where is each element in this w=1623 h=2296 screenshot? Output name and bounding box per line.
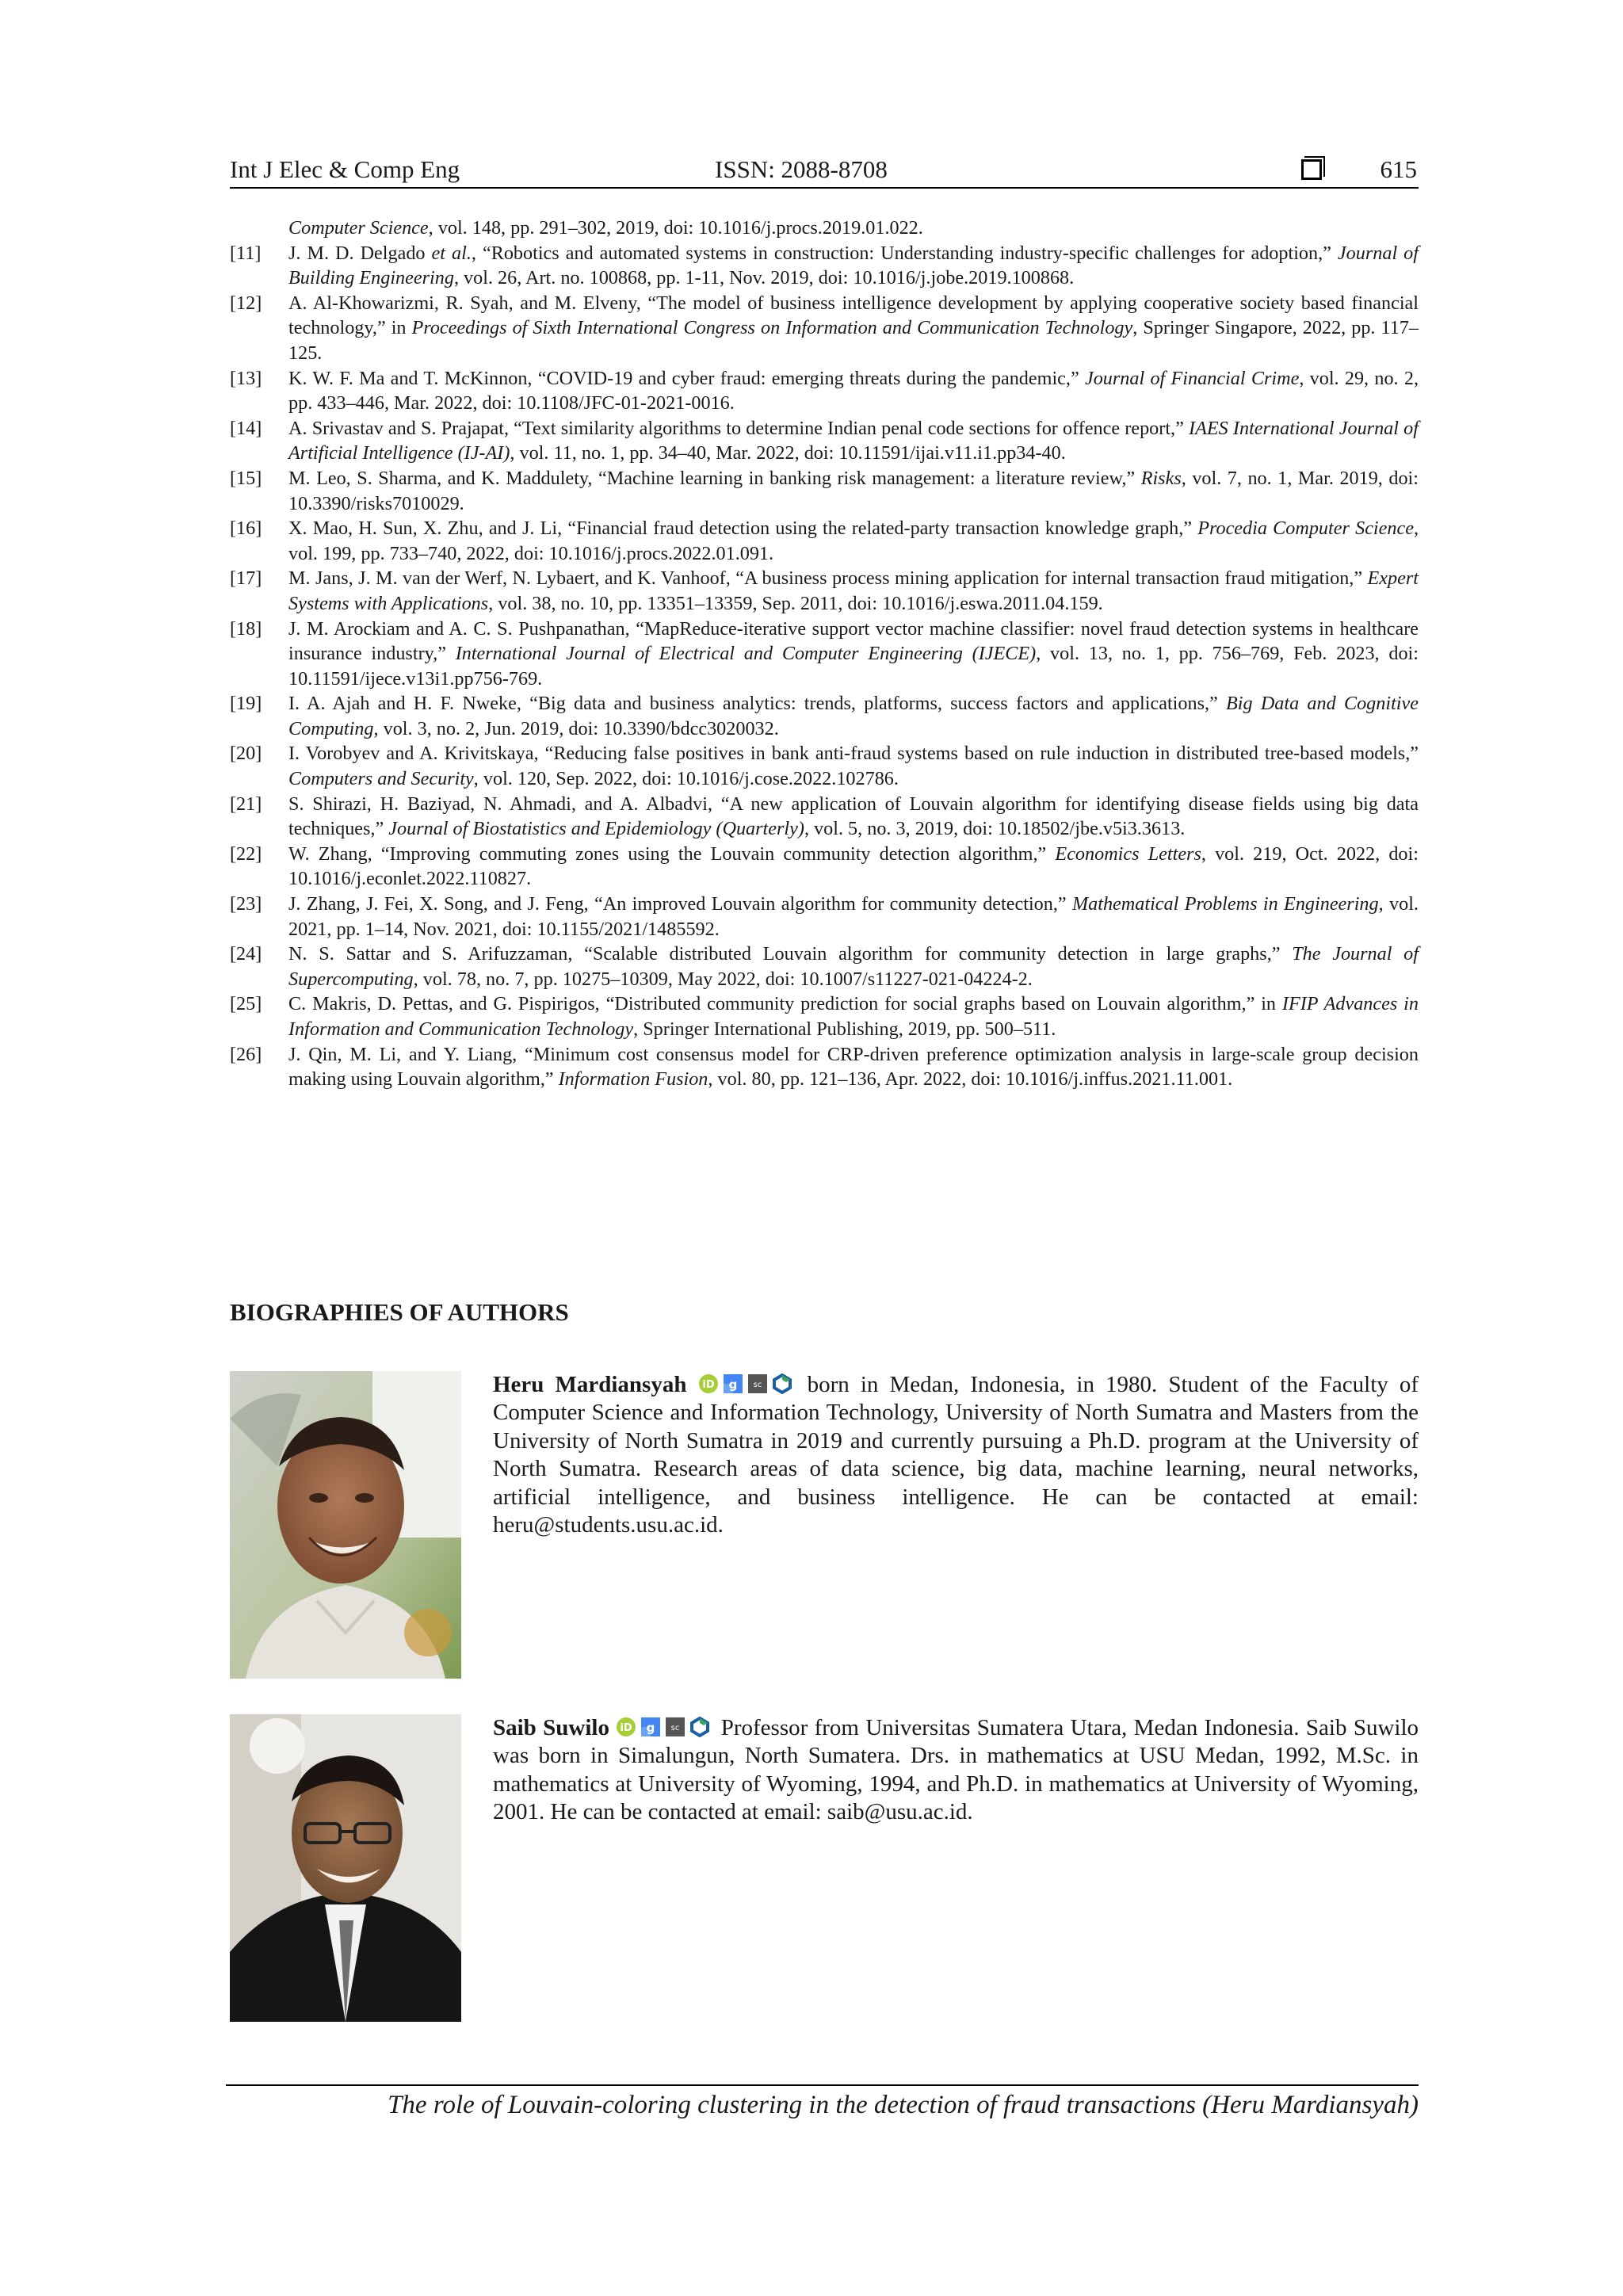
biographies-heading: BIOGRAPHIES OF AUTHORS <box>230 1298 569 1326</box>
reference-item <box>230 942 1419 991</box>
reference-text: W. Zhang, “Improving commuting zones using the Louvain community detection algorithm,” Economics Letters, vol. 219, Oct. 2022, doi: 10.1016/j.econlet.2022.110827. <box>288 842 1419 890</box>
svg-text:iD: iD <box>620 1722 632 1734</box>
publons-icon[interactable] <box>689 1717 710 1737</box>
reference-number: [17] <box>230 567 262 590</box>
google-scholar-icon[interactable] <box>723 1373 743 1394</box>
reference-item <box>230 792 1419 842</box>
reference-item <box>230 691 1419 741</box>
reference-item <box>230 241 1419 291</box>
author-bio-text <box>493 1371 1419 1539</box>
svg-text:sc: sc <box>753 1381 762 1389</box>
page-header <box>230 152 1419 189</box>
reference-text: J. M. D. Delgado et al., “Robotics and automated systems in construction: Understanding industry-specific challenges for adoption,” Journal of Building Engineering, vol. 26, Art. no. 100868, pp. 1-11, Nov. 2019, doi: 10.1016/j.jobe.2019.100868. <box>288 242 1419 289</box>
reference-item <box>230 216 1419 241</box>
reference-number: [19] <box>230 693 262 715</box>
journal-name: Int J Elec & Comp Eng <box>230 155 460 183</box>
reference-number: [26] <box>230 1043 262 1065</box>
reference-text: I. A. Ajah and H. F. Nweke, “Big data and business analytics: trends, platforms, success factors and applications,” Big Data and Cognitive Computing, vol. 3, no. 2, Jun. 2019, doi: 10.3390/bdcc3020032. <box>288 693 1419 739</box>
page-footer <box>226 2084 1419 2120</box>
reference-text: M. Leo, S. Sharma, and K. Maddulety, “Machine learning in banking risk management: a literature review,” Risks, vol. 7, no. 1, Mar. 2019, doi: 10.3390/risks7010029. <box>288 467 1419 514</box>
orcid-icon[interactable] <box>698 1373 719 1394</box>
reference-number: [20] <box>230 743 262 765</box>
reference-number: [13] <box>230 367 262 389</box>
footer-title: The role of Louvain-coloring clustering in the detection of fraud transactions (Heru Mardiansyah) <box>388 2091 1419 2119</box>
svg-text:iD: iD <box>701 1379 715 1391</box>
reference-text: N. S. Sattar and S. Arifuzzaman, “Scalable distributed Louvain algorithm for community detection in large graphs,” The Journal of Supercomputing, vol. 78, no. 7, pp. 10275–10309, May 2022, doi: 10.1007/s11227-021-04224-2. <box>288 943 1419 990</box>
reference-item <box>230 416 1419 466</box>
reference-text: I. Vorobyev and A. Krivitskaya, “Reducing false positives in bank anti-fraud systems based on rule induction in distributed tree-based models,” Computers and Security, vol. 120, Sep. 2022, doi: 10.1016/j.cose.2022.102786. <box>288 743 1419 790</box>
reference-text: J. Qin, M. Li, and Y. Liang, “Minimum cost consensus model for CRP-driven preference optimization analysis in large-scale group decision making using Louvain algorithm,” Information Fusion, vol. 80, pp. 121–136, Apr. 2022, doi: 10.1016/j.inffus.2021.11.001. <box>288 1043 1419 1091</box>
reference-text: Computer Science, vol. 148, pp. 291–302, 2019, doi: 10.1016/j.procs.2019.01.022. <box>288 217 923 239</box>
reference-item <box>230 366 1419 416</box>
reference-item <box>230 617 1419 692</box>
reference-number: [11] <box>230 242 262 264</box>
author-photo-heru <box>230 1371 461 1679</box>
reference-item <box>230 566 1419 616</box>
reference-item <box>230 892 1419 942</box>
reference-number: [23] <box>230 893 262 915</box>
issn: ISSN: 2088-8708 <box>715 155 888 183</box>
reference-number: [21] <box>230 793 262 815</box>
reference-text: S. Shirazi, H. Baziyad, N. Ahmadi, and A. Albadvi, “A new application of Louvain algorithm for identifying disease fields using big data techniques,” Journal of Biostatistics and Epidemiology (Quarterly), vol. 5, no. 3, 2019, doi: 10.18502/jbe.v5i3.3613. <box>288 793 1419 840</box>
author-name: Heru Mardiansyah <box>493 1372 687 1397</box>
page-number: 615 <box>1380 155 1417 183</box>
author-name: Saib Suwilo <box>493 1715 609 1740</box>
author-description: Professor from Universitas Sumatera Utara, Medan Indonesia. Saib Suwilo was born in Simalungun, North Sumatera. Drs. in mathematics at USU Medan, 1992, M.Sc. in mathematics at University of Wyoming, 1994, and Ph.D. in mathematics at University of Wyoming, 2001. He can be contacted at email: saib@usu.ac.id. <box>493 1715 1419 1825</box>
reference-number: [24] <box>230 943 262 965</box>
reference-text: J. M. Arockiam and A. C. S. Pushpanathan, “MapReduce-iterative support vector machine classifier: novel fraud detection systems in healthcare insurance industry,” International Journal of Electrical and Computer Engineering (IJECE), vol. 13, no. 1, pp. 756–769, Feb. 2023, doi: 10.11591/ijece.v13i1.pp756-769. <box>288 617 1419 690</box>
reference-number: [25] <box>230 993 262 1015</box>
reference-item <box>230 291 1419 366</box>
square-icon <box>1301 159 1322 180</box>
svg-text:g: g <box>646 1721 655 1735</box>
publons-icon[interactable] <box>772 1373 792 1394</box>
reference-number: [15] <box>230 467 262 489</box>
reference-item <box>230 842 1419 892</box>
google-scholar-icon[interactable] <box>640 1717 661 1737</box>
svg-text:g: g <box>728 1377 737 1392</box>
reference-text: J. Zhang, J. Fei, X. Song, and J. Feng, “An improved Louvain algorithm for community detection,” Mathematical Problems in Engineering, vol. 2021, pp. 1–14, Nov. 2021, doi: 10.1155/2021/1485592. <box>288 893 1419 940</box>
reference-item <box>230 991 1419 1041</box>
reference-text: M. Jans, J. M. van der Werf, N. Lybaert, and K. Vanhoof, “A business process mining application for internal transaction fraud mitigation,” Expert Systems with Applications, vol. 38, no. 10, pp. 13351–13359, Sep. 2011, doi: 10.1016/j.eswa.2011.04.159. <box>288 567 1419 614</box>
reference-text: A. Al-Khowarizmi, R. Syah, and M. Elveny, “The model of business intelligence development by applying cooperative society based financial technology,” in Proceedings of Sixth International Congress on Information and Communication Technology, Springer Singapore, 2022, pp. 117–125. <box>288 292 1419 364</box>
reference-number: [14] <box>230 417 262 439</box>
author-photo-saib <box>230 1714 461 2022</box>
author-description: born in Medan, Indonesia, in 1980. Student of the Faculty of Computer Science and Information Technology, University of North Sumatra and Masters from the University of North Sumatra in 2019 and currently pursuing a Ph.D. program at the University of North Sumatra. Research areas of data science, big data, machine learning, neural networks, artificial intelligence, and business intelligence. He can be contacted at email: heru@students.usu.ac.id. <box>493 1372 1419 1538</box>
reference-number: [12] <box>230 292 262 314</box>
reference-number: [22] <box>230 842 262 865</box>
reference-text: K. W. F. Ma and T. McKinnon, “COVID-19 and cyber fraud: emerging threats during the pandemic,” Journal of Financial Crime, vol. 29, no. 2, pp. 433–446, Mar. 2022, doi: 10.1108/JFC-01-2021-0016. <box>288 367 1419 415</box>
scopus-icon[interactable] <box>665 1717 685 1737</box>
reference-text: A. Srivastav and S. Prajapat, “Text similarity algorithms to determine Indian penal code sections for offence report,” IAES International Journal of Artificial Intelligence (IJ-AI), vol. 11, no. 1, pp. 34–40, Mar. 2022, doi: 10.11591/ijai.v11.i1.pp34-40. <box>288 417 1419 464</box>
reference-item <box>230 741 1419 791</box>
reference-number: [16] <box>230 518 262 540</box>
reference-text: C. Makris, D. Pettas, and G. Pispirigos, “Distributed community prediction for social graphs based on Louvain algorithm,” in IFIP Advances in Information and Communication Technology, Springer International Publishing, 2019, pp. 500–511. <box>288 993 1419 1040</box>
author-bio-text <box>493 1714 1419 1827</box>
svg-text:sc: sc <box>671 1724 680 1733</box>
scopus-icon[interactable] <box>747 1373 768 1394</box>
orcid-icon[interactable] <box>616 1717 636 1737</box>
reference-item <box>230 466 1419 516</box>
reference-text: X. Mao, H. Sun, X. Zhu, and J. Li, “Financial fraud detection using the related-party transaction knowledge graph,” Procedia Computer Science, vol. 199, pp. 733–740, 2022, doi: 10.1016/j.procs.2022.01.091. <box>288 518 1419 564</box>
reference-item <box>230 1042 1419 1092</box>
reference-number: [18] <box>230 617 262 640</box>
reference-item <box>230 516 1419 566</box>
reference-list <box>230 216 1419 1092</box>
